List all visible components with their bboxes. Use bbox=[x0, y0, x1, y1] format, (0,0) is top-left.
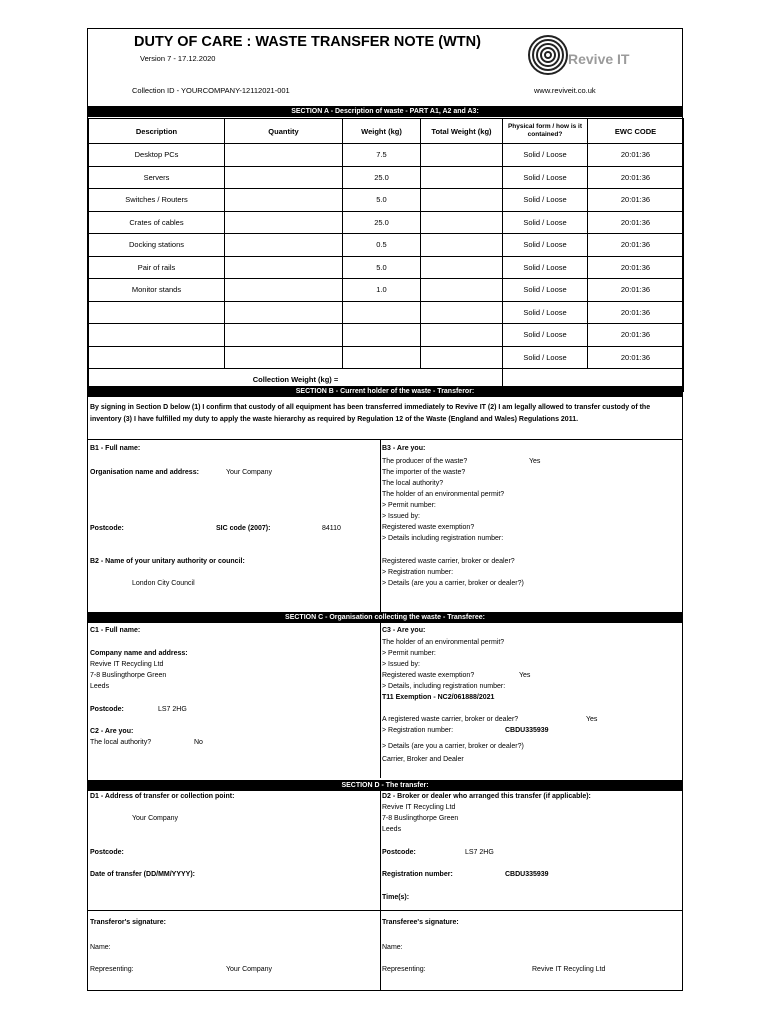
cell-description[interactable]: Servers bbox=[89, 166, 225, 189]
c3-list-item: Registered waste exemption? bbox=[382, 672, 475, 679]
cell-quantity[interactable] bbox=[225, 324, 343, 347]
b1-postcode-label: Postcode: bbox=[90, 525, 124, 532]
cell-total[interactable] bbox=[421, 346, 503, 369]
c1-company-lines bbox=[90, 659, 166, 692]
c3-reg-value[interactable]: CBDU335939 bbox=[505, 727, 549, 734]
b1-org-label: Organisation name and address: bbox=[90, 469, 199, 476]
c2-label: C2 - Are you: bbox=[90, 728, 134, 735]
d2-reg-label: Registration number: bbox=[382, 871, 453, 878]
page-title: DUTY OF CARE : WASTE TRANSFER NOTE (WTN) bbox=[134, 34, 481, 50]
cell-quantity[interactable] bbox=[225, 144, 343, 167]
cell-quantity[interactable] bbox=[225, 279, 343, 302]
c3-details-label: > Details (are you a carrier, broker or dealer?) bbox=[382, 743, 524, 750]
cell-total[interactable] bbox=[421, 211, 503, 234]
cell-ewc[interactable]: 20:01:36 bbox=[588, 346, 684, 369]
cell-form[interactable]: Solid / Loose bbox=[503, 346, 588, 369]
b3-list bbox=[382, 456, 504, 544]
col-quantity: Quantity bbox=[225, 119, 343, 144]
c2-answer[interactable]: No bbox=[194, 739, 203, 746]
cell-total[interactable] bbox=[421, 189, 503, 212]
d2-postcode-label: Postcode: bbox=[382, 849, 416, 856]
c3-label: C3 - Are you: bbox=[382, 627, 426, 634]
d2-postcode-value[interactable]: LS7 2HG bbox=[465, 849, 494, 856]
b3-list-item: The producer of the waste? bbox=[382, 458, 468, 465]
section-a-header: SECTION A - Description of waste - PART A1, A2 and A3: bbox=[88, 106, 682, 117]
cell-weight[interactable]: 25.0 bbox=[343, 166, 421, 189]
d2-lines bbox=[382, 802, 458, 835]
c3-carrier-answer[interactable]: Yes bbox=[586, 716, 598, 723]
cell-total[interactable] bbox=[421, 301, 503, 324]
cell-form[interactable]: Solid / Loose bbox=[503, 189, 588, 212]
c3-list-item: > Permit number: bbox=[382, 650, 436, 657]
cell-description[interactable]: Crates of cables bbox=[89, 211, 225, 234]
website-link[interactable]: www.reviveit.co.uk bbox=[534, 86, 596, 95]
b3-list-item: > Issued by: bbox=[382, 513, 420, 520]
c1-address-line: Leeds bbox=[90, 683, 110, 690]
cell-form[interactable]: Solid / Loose bbox=[503, 211, 588, 234]
b3-list-item: > Permit number: bbox=[382, 502, 436, 509]
cell-quantity[interactable] bbox=[225, 346, 343, 369]
collection-id: Collection ID - YOURCOMPANY-12112021-001 bbox=[132, 86, 290, 95]
cell-weight[interactable]: 7.5 bbox=[343, 144, 421, 167]
section-b-header: SECTION B - Current holder of the waste - Transferor: bbox=[88, 386, 682, 397]
c1-address-line: Revive IT Recycling Ltd bbox=[90, 661, 164, 668]
cell-weight[interactable]: 1.0 bbox=[343, 279, 421, 302]
table-row bbox=[89, 324, 684, 347]
b1-label: B1 - Full name: bbox=[90, 445, 141, 452]
col-description: Description bbox=[89, 119, 225, 144]
b3-carrier-item: > Registration number: bbox=[382, 569, 454, 576]
cell-weight[interactable]: 0.5 bbox=[343, 234, 421, 257]
c3-carrier-question: A registered waste carrier, broker or dealer? bbox=[382, 716, 519, 723]
cell-quantity[interactable] bbox=[225, 211, 343, 234]
cell-ewc[interactable]: 20:01:36 bbox=[588, 166, 684, 189]
table-row bbox=[89, 211, 684, 234]
cell-total[interactable] bbox=[421, 324, 503, 347]
c3-list-item: > Issued by: bbox=[382, 661, 420, 668]
b3-carrier-list bbox=[382, 556, 524, 589]
d1-label: D1 - Address of transfer or collection point: bbox=[90, 793, 235, 800]
transferee-signature-label: Transferee's signature: bbox=[382, 919, 459, 926]
b3-list-item: > Details including registration number: bbox=[382, 535, 504, 542]
cell-weight[interactable] bbox=[343, 346, 421, 369]
cell-form[interactable]: Solid / Loose bbox=[503, 301, 588, 324]
b3-producer-answer[interactable]: Yes bbox=[529, 458, 541, 465]
table-row bbox=[89, 234, 684, 257]
cell-weight[interactable]: 25.0 bbox=[343, 211, 421, 234]
table-row bbox=[89, 189, 684, 212]
cell-description[interactable] bbox=[89, 301, 225, 324]
table-row bbox=[89, 144, 684, 167]
c3-details-value[interactable]: Carrier, Broker and Dealer bbox=[382, 756, 464, 763]
cell-ewc[interactable]: 20:01:36 bbox=[588, 279, 684, 302]
cell-form[interactable]: Solid / Loose bbox=[503, 166, 588, 189]
c3-exemption-answer[interactable]: Yes bbox=[519, 672, 531, 679]
c3-list-item: > Details, including registration number: bbox=[382, 683, 506, 690]
col-weight: Weight (kg) bbox=[343, 119, 421, 144]
b3-carrier-item: Registered waste carrier, broker or dealer? bbox=[382, 558, 515, 565]
table-row bbox=[89, 166, 684, 189]
d2-address-line: Leeds bbox=[382, 826, 402, 833]
b3-list-item: The importer of the waste? bbox=[382, 469, 466, 476]
cell-ewc[interactable]: 20:01:36 bbox=[588, 234, 684, 257]
cell-description[interactable]: Monitor stands bbox=[89, 279, 225, 302]
cell-weight[interactable] bbox=[343, 324, 421, 347]
c1-postcode-value[interactable]: LS7 2HG bbox=[158, 706, 187, 713]
cell-form[interactable]: Solid / Loose bbox=[503, 144, 588, 167]
cell-description[interactable]: Desktop PCs bbox=[89, 144, 225, 167]
section-c-header: SECTION C - Organisation collecting the waste - Transferee: bbox=[88, 612, 682, 623]
d1-value[interactable]: Your Company bbox=[132, 815, 179, 822]
cell-description[interactable]: Pair of rails bbox=[89, 256, 225, 279]
col-total-weight: Total Weight (kg) bbox=[421, 119, 503, 144]
b1-org-value[interactable]: Your Company bbox=[226, 469, 273, 476]
d1-postcode-label: Postcode: bbox=[90, 849, 124, 856]
c3-list bbox=[382, 637, 505, 692]
waste-table bbox=[88, 118, 684, 392]
transferee-name-label: Name: bbox=[382, 944, 403, 951]
section-b-declaration: By signing in Section D below (1) I confirm that custody of all equipment has been transferred immediately to Revive IT (2) I am legally allowed to transfer custody of the inventory (3) I have fulfilled my duty to apply the waste hierarchy as required by Regulation 12 of the Waste (England and Wales) Regulations 2011. bbox=[90, 404, 651, 423]
cell-ewc[interactable]: 20:01:36 bbox=[588, 211, 684, 234]
cell-quantity[interactable] bbox=[225, 166, 343, 189]
b1-sic-label: SIC code (2007): bbox=[216, 525, 271, 532]
collection-weight-label: Collection Weight (kg) = bbox=[89, 369, 503, 392]
c1-label: C1 - Full name: bbox=[90, 627, 141, 634]
cell-ewc[interactable]: 20:01:36 bbox=[588, 144, 684, 167]
cell-weight[interactable]: 5.0 bbox=[343, 256, 421, 279]
b3-label: B3 - Are you: bbox=[382, 445, 426, 452]
cell-quantity[interactable] bbox=[225, 301, 343, 324]
cell-total[interactable] bbox=[421, 256, 503, 279]
transferor-representing-label: Representing: bbox=[90, 966, 134, 973]
table-row bbox=[89, 256, 684, 279]
col-ewc-code: EWC CODE bbox=[588, 119, 684, 144]
b3-list-item: The local authority? bbox=[382, 480, 444, 487]
b1-sic-value[interactable]: 84110 bbox=[322, 525, 341, 532]
transferee-representing-label: Representing: bbox=[382, 966, 426, 973]
d2-address-line: Revive IT Recycling Ltd bbox=[382, 804, 456, 811]
cell-ewc[interactable]: 20:01:36 bbox=[588, 301, 684, 324]
cell-description[interactable]: Switches / Routers bbox=[89, 189, 225, 212]
c3-list-item: The holder of an environmental permit? bbox=[382, 639, 505, 646]
c3-reg-label: > Registration number: bbox=[382, 727, 454, 734]
b2-label: B2 - Name of your unitary authority or council: bbox=[90, 558, 245, 565]
c1-company-label: Company name and address: bbox=[90, 650, 188, 657]
cell-quantity[interactable] bbox=[225, 256, 343, 279]
cell-form[interactable]: Solid / Loose bbox=[503, 256, 588, 279]
logo-text: Revive IT bbox=[568, 51, 630, 67]
version-label: Version 7 - 17.12.2020 bbox=[140, 54, 216, 63]
d2-time-label: Time(s): bbox=[382, 894, 410, 901]
cell-ewc[interactable]: 20:01:36 bbox=[588, 324, 684, 347]
cell-description[interactable] bbox=[89, 324, 225, 347]
transferor-name-label: Name: bbox=[90, 944, 111, 951]
c1-postcode-label: Postcode: bbox=[90, 706, 124, 713]
c2-question: The local authority? bbox=[90, 739, 152, 746]
cell-total[interactable] bbox=[421, 166, 503, 189]
cell-total[interactable] bbox=[421, 144, 503, 167]
cell-ewc[interactable]: 20:01:36 bbox=[588, 256, 684, 279]
b2-value[interactable]: London City Council bbox=[132, 580, 195, 587]
transferor-signature-label: Transferor's signature: bbox=[90, 919, 166, 926]
col-physical-form: Physical form / how is it contained? bbox=[503, 119, 588, 144]
b3-list-item: The holder of an environmental permit? bbox=[382, 491, 505, 498]
cell-weight[interactable]: 5.0 bbox=[343, 189, 421, 212]
b3-list-item: Registered waste exemption? bbox=[382, 524, 475, 531]
cell-quantity[interactable] bbox=[225, 189, 343, 212]
cell-total[interactable] bbox=[421, 234, 503, 257]
waste-table-header bbox=[89, 119, 684, 144]
cell-total[interactable] bbox=[421, 279, 503, 302]
cell-description[interactable]: Docking stations bbox=[89, 234, 225, 257]
transferee-representing-value[interactable]: Revive IT Recycling Ltd bbox=[532, 966, 606, 973]
cell-ewc[interactable]: 20:01:36 bbox=[588, 189, 684, 212]
cell-form[interactable]: Solid / Loose bbox=[503, 279, 588, 302]
section-d-header: SECTION D - The transfer: bbox=[88, 780, 682, 791]
waste-transfer-note bbox=[87, 28, 683, 991]
d2-label: D2 - Broker or dealer who arranged this transfer (if applicable): bbox=[382, 793, 591, 800]
table-row bbox=[89, 279, 684, 302]
cell-weight[interactable] bbox=[343, 301, 421, 324]
table-row bbox=[89, 346, 684, 369]
d2-reg-value[interactable]: CBDU335939 bbox=[505, 871, 549, 878]
table-row bbox=[89, 301, 684, 324]
c3-exemption-value[interactable]: T11 Exemption - NC2/061888/2021 bbox=[382, 694, 495, 701]
c1-address-line: 7-8 Buslingthorpe Green bbox=[90, 672, 167, 679]
cell-description[interactable] bbox=[89, 346, 225, 369]
cell-form[interactable]: Solid / Loose bbox=[503, 324, 588, 347]
d2-address-line: 7-8 Buslingthorpe Green bbox=[382, 815, 459, 822]
transferor-representing-value[interactable]: Your Company bbox=[226, 966, 273, 973]
d1-date-label: Date of transfer (DD/MM/YYYY): bbox=[90, 871, 196, 878]
cell-quantity[interactable] bbox=[225, 234, 343, 257]
b3-carrier-item: > Details (are you a carrier, broker or dealer?) bbox=[382, 580, 524, 587]
cell-form[interactable]: Solid / Loose bbox=[503, 234, 588, 257]
